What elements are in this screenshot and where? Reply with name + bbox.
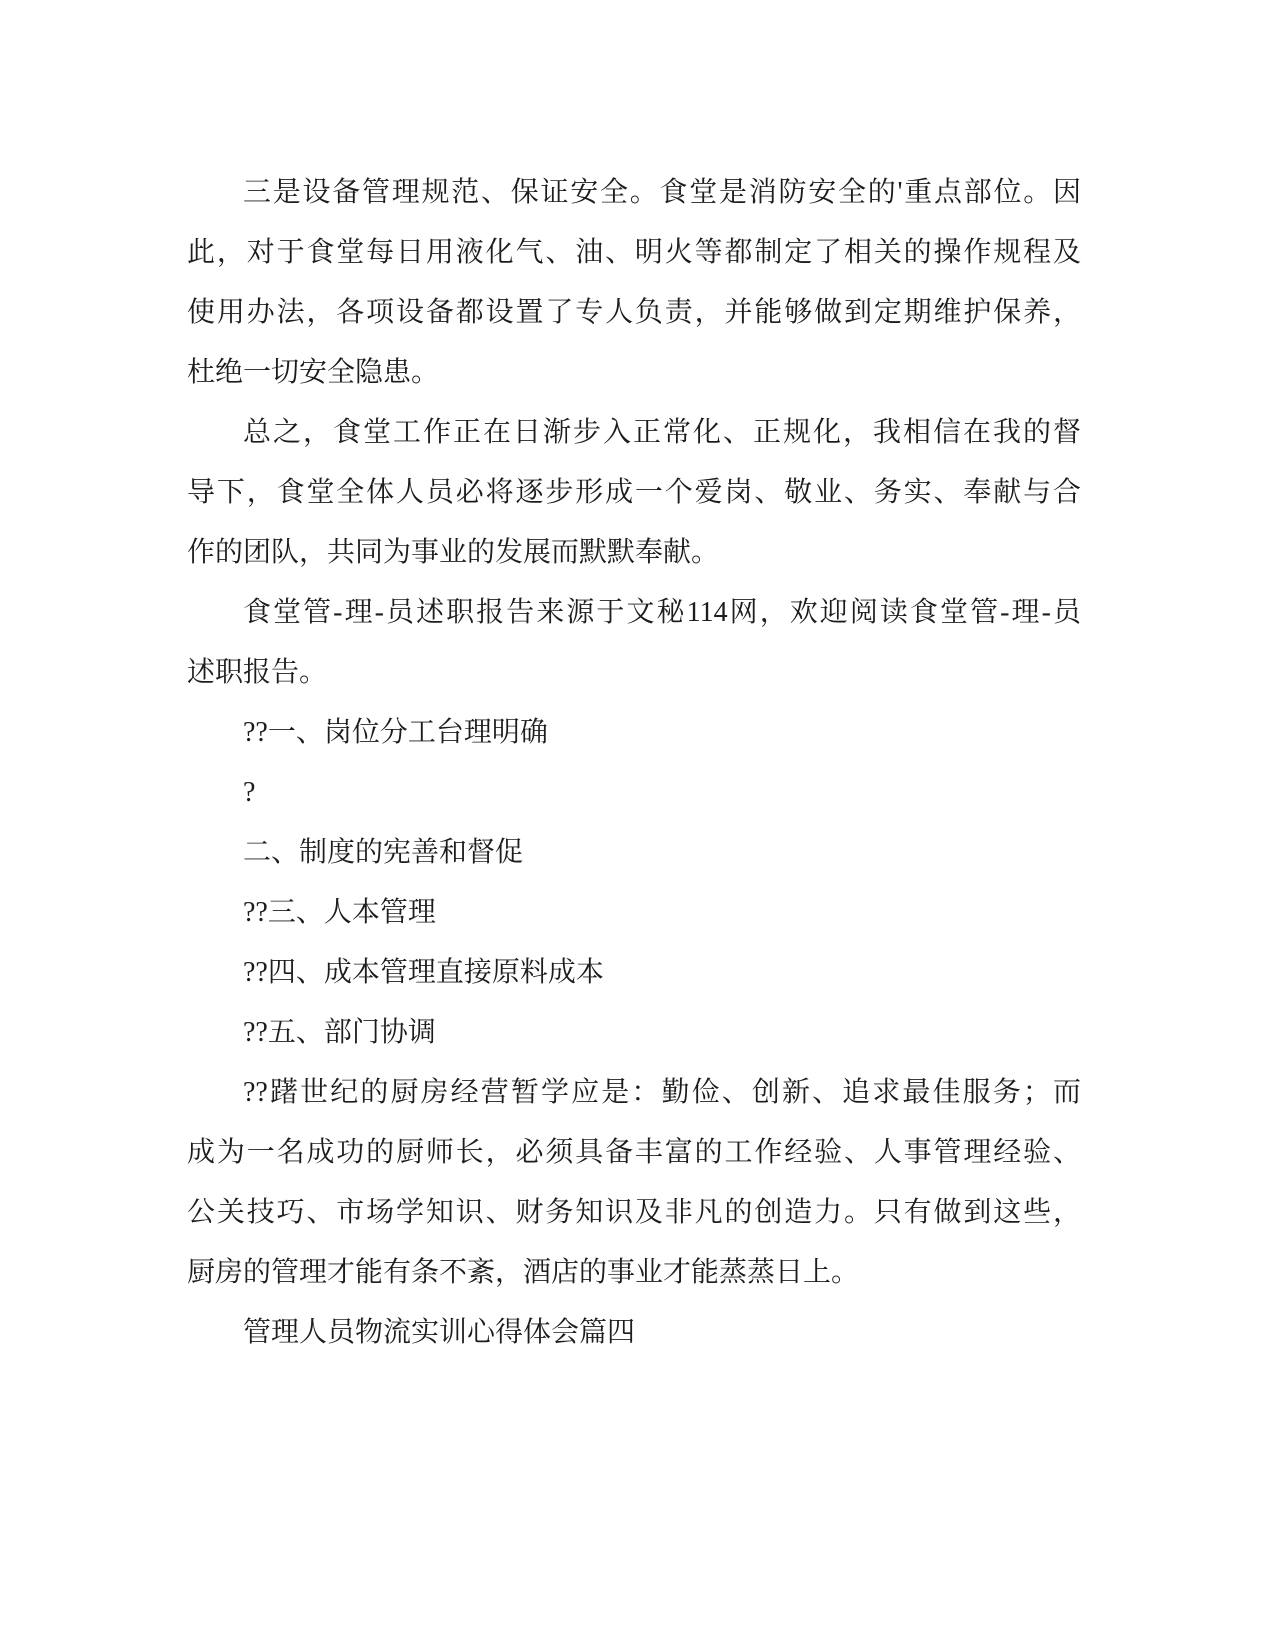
text-line: 成为一名成功的厨师长，必须具备丰富的工作经验、人事管理经验、	[187, 1137, 1081, 1168]
text-line: 作的团队，共同为事业的发展而默默奉献。	[187, 537, 720, 568]
text-line: ??四、成本管理直接原料成本	[243, 957, 604, 988]
text-line: ??三、人本管理	[243, 897, 436, 928]
text-line: ?	[243, 777, 256, 808]
text-line: 三是设备管理规范、保证安全。食堂是消防安全的'重点部位。因	[243, 177, 1081, 208]
text-line: 述职报告。	[187, 657, 328, 688]
text-line: 此，对于食堂每日用液化气、油、明火等都制定了相关的操作规程及	[187, 237, 1081, 268]
text-line: 二、制度的宪善和督促	[243, 837, 524, 868]
text-line: 总之，食堂工作正在日渐步入正常化、正规化，我相信在我的督	[243, 417, 1081, 448]
text-line: ??五、部门协调	[243, 1017, 436, 1048]
document-text	[187, 163, 1081, 1363]
text-line: 管理人员物流实训心得体会篇四	[243, 1317, 636, 1348]
text-line: 导下，食堂全体人员必将逐步形成一个爱岗、敬业、务实、奉献与合	[187, 477, 1081, 508]
text-line: 食堂管-理-员述职报告来源于文秘114网，欢迎阅读食堂管-理-员	[243, 597, 1081, 628]
text-line: ??一、岗位分工台理明确	[243, 717, 548, 748]
text-line: 公关技巧、市场学知识、财务知识及非凡的创造力。只有做到这些，	[187, 1197, 1081, 1228]
text-line: 厨房的管理才能有条不紊，酒店的事业才能蒸蒸日上。	[187, 1257, 860, 1288]
text-line: ??躇世纪的厨房经营暂学应是：勤俭、创新、追求最佳服务；而	[243, 1077, 1081, 1108]
text-line: 杜绝一切安全隐患。	[187, 357, 440, 388]
text-line: 使用办法，各项设备都设置了专人负责，并能够做到定期维护保养，	[187, 297, 1081, 328]
